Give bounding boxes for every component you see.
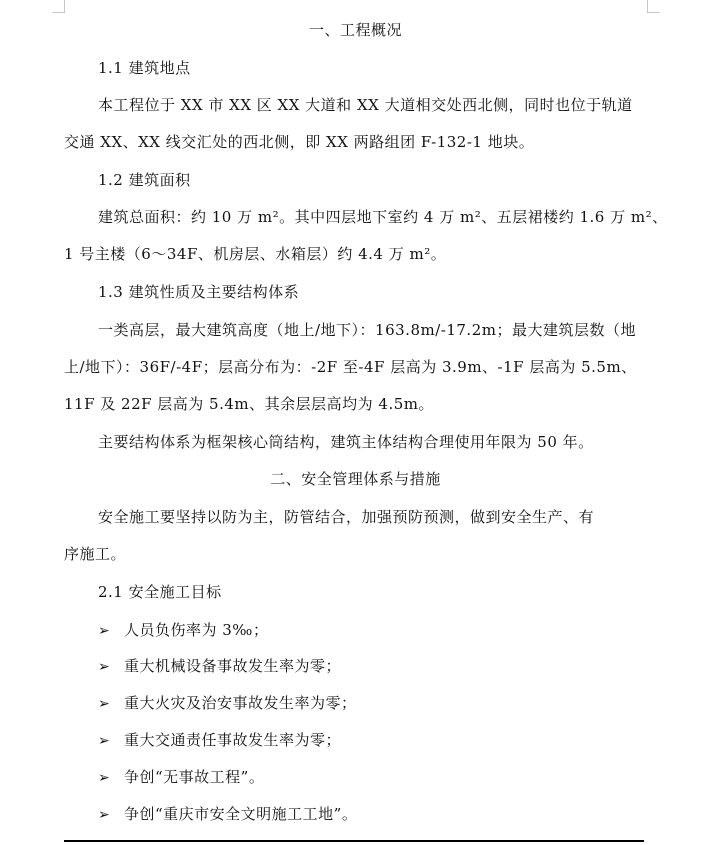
structure-paragraph-line-1: 一类高层，最大建筑高度（地上/地下）：163.8m/-17.2m；最大建筑层数（地 — [98, 321, 636, 339]
goal-text: 人员负伤率为 3‰； — [124, 621, 269, 639]
goal-text: 重大机械设备事故发生率为零； — [124, 657, 342, 675]
arrow-bullet-icon: ➢ — [98, 807, 111, 823]
arrow-bullet-icon: ➢ — [98, 696, 111, 712]
footer-rule — [64, 840, 644, 842]
goal-text: 重大火灾及治安事故发生率为零； — [124, 694, 357, 712]
location-paragraph-line-2: 交通 XX、XX 线交汇处的西北侧，即 XX 两路组团 F-132-1 地块。 — [64, 133, 535, 151]
crop-mark-top-right — [647, 0, 660, 13]
arrow-bullet-icon: ➢ — [98, 659, 111, 675]
section-heading-2: 二、安全管理体系与措施 — [270, 470, 441, 488]
goal-text: 重大交通责任事故发生率为零； — [124, 731, 342, 749]
goal-list-item — [98, 656, 341, 677]
arrow-bullet-icon: ➢ — [98, 770, 111, 786]
goal-list-item — [98, 804, 357, 825]
structure-system-paragraph: 主要结构体系为框架核心筒结构，建筑主体结构合理使用年限为 50 年。 — [98, 433, 594, 451]
structure-paragraph-line-3: 11F 及 22F 层高为 5.4m、其余层层高均为 4.5m。 — [64, 395, 434, 413]
arrow-bullet-icon: ➢ — [98, 623, 111, 639]
subsection-1-2-title: 1.2 建筑面积 — [98, 171, 191, 189]
goal-text: 争创“重庆市安全文明施工工地”。 — [124, 805, 358, 823]
goal-list-item — [98, 767, 264, 788]
area-paragraph-line-1: 建筑总面积：约 10 万 m²。其中四层地下室约 4 万 m²、五层裙楼约 1.6 万 m²、 — [98, 208, 668, 226]
safety-intro-line-1: 安全施工要坚持以防为主，防管结合，加强预防预测，做到安全生产、有 — [98, 508, 595, 526]
subsection-2-1-title: 2.1 安全施工目标 — [98, 583, 222, 601]
goal-list-item — [98, 693, 357, 714]
safety-intro-line-2: 序施工。 — [64, 545, 127, 563]
crop-mark-top-left — [52, 0, 65, 13]
section-heading-1: 一、工程概况 — [308, 21, 402, 39]
location-paragraph-line-1: 本工程位于 XX 市 XX 区 XX 大道和 XX 大道相交处西北侧，同时也位于轨道 — [98, 96, 633, 114]
goal-text: 争创“无事故工程”。 — [124, 768, 265, 786]
subsection-1-1-title: 1.1 建筑地点 — [98, 59, 191, 77]
goal-list-item — [98, 730, 341, 751]
goal-list-item — [98, 620, 268, 641]
structure-paragraph-line-2: 上/地下）：36F/-4F；层高分布为：-2F 至-4F 层高为 3.9m、-1F 层高为 5.5m、 — [64, 358, 637, 376]
area-paragraph-line-2: 1 号主楼（6～34F、机房层、水箱层）约 4.4 万 m²。 — [64, 245, 447, 263]
arrow-bullet-icon: ➢ — [98, 733, 111, 749]
subsection-1-3-title: 1.3 建筑性质及主要结构体系 — [98, 283, 300, 301]
